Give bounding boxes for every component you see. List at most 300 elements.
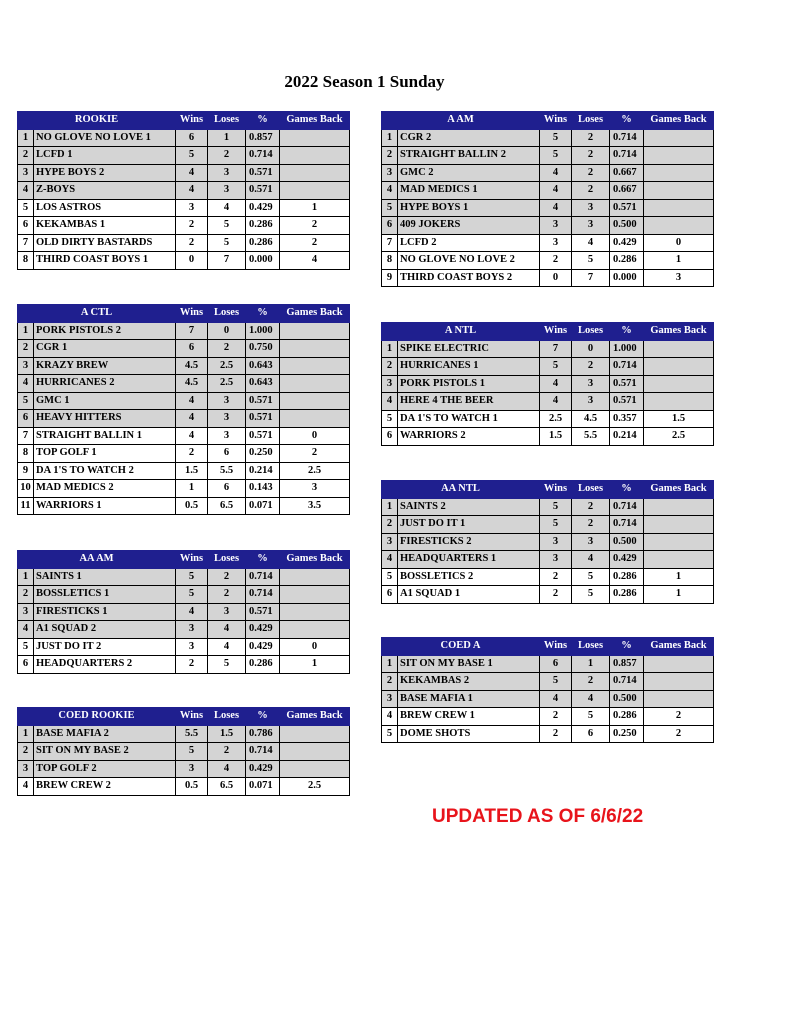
loses-cell: 7 bbox=[208, 252, 246, 270]
rank-cell: 9 bbox=[382, 269, 398, 287]
pct-cell: 0.571 bbox=[610, 375, 644, 393]
table-row bbox=[382, 269, 714, 287]
games-back-header: Games Back bbox=[280, 551, 350, 569]
team-name-cell: 409 JOKERS bbox=[398, 217, 540, 235]
pct-cell: 0.571 bbox=[610, 199, 644, 217]
loses-cell: 2 bbox=[208, 586, 246, 604]
loses-cell: 7 bbox=[572, 269, 610, 287]
games-back-cell: 2.5 bbox=[280, 778, 350, 796]
standings-table-coed-a bbox=[381, 637, 714, 743]
wins-header: Wins bbox=[540, 638, 572, 656]
loses-cell: 6 bbox=[572, 725, 610, 743]
pct-cell: 0.500 bbox=[610, 690, 644, 708]
games-back-cell bbox=[644, 182, 714, 200]
wins-header: Wins bbox=[540, 112, 572, 130]
wins-cell: 4 bbox=[540, 199, 572, 217]
rank-cell: 1 bbox=[382, 655, 398, 673]
rank-cell: 6 bbox=[18, 217, 34, 235]
rank-cell: 2 bbox=[382, 358, 398, 376]
team-name-cell: SIT ON MY BASE 2 bbox=[34, 743, 176, 761]
rank-cell: 5 bbox=[382, 568, 398, 586]
loses-cell: 4 bbox=[572, 551, 610, 569]
table-row bbox=[18, 252, 350, 270]
wins-cell: 2 bbox=[176, 445, 208, 463]
wins-cell: 2 bbox=[176, 234, 208, 252]
pct-cell: 0.214 bbox=[610, 428, 644, 446]
pct-cell: 0.714 bbox=[246, 147, 280, 165]
table-row bbox=[18, 621, 350, 639]
team-name-cell: LOS ASTROS bbox=[34, 199, 176, 217]
standings-table-a-ntl bbox=[381, 322, 714, 446]
team-name-cell: WARRIORS 1 bbox=[34, 497, 176, 515]
loses-cell: 5.5 bbox=[208, 462, 246, 480]
games-back-cell: 0 bbox=[644, 234, 714, 252]
loses-cell: 2 bbox=[572, 673, 610, 691]
table-row bbox=[18, 340, 350, 358]
wins-cell: 3 bbox=[176, 760, 208, 778]
table-row bbox=[18, 375, 350, 393]
games-back-cell: 2 bbox=[280, 445, 350, 463]
rank-cell: 4 bbox=[382, 182, 398, 200]
wins-cell: 2 bbox=[540, 568, 572, 586]
rank-cell: 4 bbox=[382, 393, 398, 411]
loses-cell: 3 bbox=[208, 164, 246, 182]
table-row bbox=[382, 586, 714, 604]
wins-cell: 0.5 bbox=[176, 497, 208, 515]
team-name-cell: THIRD COAST BOYS 1 bbox=[34, 252, 176, 270]
loses-cell: 2 bbox=[208, 340, 246, 358]
games-back-cell: 2 bbox=[644, 708, 714, 726]
pct-cell: 0.357 bbox=[610, 410, 644, 428]
table-row bbox=[382, 498, 714, 516]
games-back-cell: 2.5 bbox=[644, 428, 714, 446]
team-name-cell: FIRESTICKS 1 bbox=[34, 603, 176, 621]
loses-cell: 2 bbox=[572, 498, 610, 516]
games-back-cell bbox=[280, 586, 350, 604]
wins-cell: 4.5 bbox=[176, 375, 208, 393]
rank-cell: 8 bbox=[382, 252, 398, 270]
wins-header: Wins bbox=[176, 305, 208, 323]
standings-table bbox=[381, 111, 714, 287]
rank-cell: 4 bbox=[18, 182, 34, 200]
team-name-cell: SIT ON MY BASE 1 bbox=[398, 655, 540, 673]
loses-cell: 5 bbox=[208, 656, 246, 674]
games-back-cell bbox=[280, 182, 350, 200]
wins-cell: 4 bbox=[176, 182, 208, 200]
division-name-header: A CTL bbox=[18, 305, 176, 323]
team-name-cell: HEADQUARTERS 1 bbox=[398, 551, 540, 569]
pct-cell: 0.714 bbox=[610, 516, 644, 534]
loses-header: Loses bbox=[572, 323, 610, 341]
loses-header: Loses bbox=[208, 112, 246, 130]
pct-cell: 0.714 bbox=[246, 586, 280, 604]
wins-cell: 7 bbox=[540, 340, 572, 358]
pct-cell: 0.429 bbox=[246, 199, 280, 217]
games-back-cell bbox=[280, 568, 350, 586]
rank-cell: 1 bbox=[18, 725, 34, 743]
team-name-cell: BREW CREW 1 bbox=[398, 708, 540, 726]
wins-header: Wins bbox=[540, 481, 572, 499]
rank-cell: 6 bbox=[382, 428, 398, 446]
table-row bbox=[18, 497, 350, 515]
table-row bbox=[18, 234, 350, 252]
loses-cell: 4 bbox=[208, 199, 246, 217]
pct-cell: 0.714 bbox=[610, 358, 644, 376]
rank-cell: 3 bbox=[382, 533, 398, 551]
team-name-cell: BASE MAFIA 2 bbox=[34, 725, 176, 743]
loses-cell: 2 bbox=[572, 129, 610, 147]
team-name-cell: PORK PISTOLS 1 bbox=[398, 375, 540, 393]
division-name-header: COED ROOKIE bbox=[18, 708, 176, 726]
team-name-cell: STRAIGHT BALLIN 2 bbox=[398, 147, 540, 165]
table-row bbox=[382, 673, 714, 691]
table-row bbox=[18, 147, 350, 165]
wins-cell: 4 bbox=[540, 690, 572, 708]
loses-cell: 2 bbox=[208, 743, 246, 761]
team-name-cell: WARRIORS 2 bbox=[398, 428, 540, 446]
loses-cell: 2 bbox=[208, 568, 246, 586]
loses-cell: 5 bbox=[208, 217, 246, 235]
team-name-cell: BASE MAFIA 1 bbox=[398, 690, 540, 708]
pct-cell: 0.571 bbox=[246, 392, 280, 410]
wins-cell: 5 bbox=[176, 586, 208, 604]
pct-cell: 0.714 bbox=[246, 743, 280, 761]
standings-table bbox=[17, 707, 350, 796]
games-back-cell: 3 bbox=[280, 480, 350, 498]
table-row bbox=[18, 357, 350, 375]
wins-cell: 5 bbox=[176, 568, 208, 586]
pct-cell: 0.571 bbox=[246, 182, 280, 200]
wins-cell: 5.5 bbox=[176, 725, 208, 743]
team-name-cell: SAINTS 1 bbox=[34, 568, 176, 586]
pct-cell: 0.429 bbox=[610, 551, 644, 569]
pct-header: % bbox=[610, 323, 644, 341]
team-name-cell: MAD MEDICS 1 bbox=[398, 182, 540, 200]
loses-cell: 3 bbox=[208, 603, 246, 621]
team-name-cell: JUST DO IT 2 bbox=[34, 638, 176, 656]
games-back-cell: 2 bbox=[280, 217, 350, 235]
rank-cell: 4 bbox=[18, 621, 34, 639]
wins-cell: 2 bbox=[176, 217, 208, 235]
wins-cell: 2 bbox=[540, 586, 572, 604]
page-title: 2022 Season 1 Sunday bbox=[284, 72, 445, 91]
games-back-cell bbox=[644, 655, 714, 673]
wins-cell: 5 bbox=[540, 498, 572, 516]
games-back-header: Games Back bbox=[644, 112, 714, 130]
wins-cell: 6 bbox=[176, 340, 208, 358]
rank-cell: 4 bbox=[382, 551, 398, 569]
team-name-cell: KRAZY BREW bbox=[34, 357, 176, 375]
games-back-cell bbox=[644, 393, 714, 411]
games-back-cell: 2 bbox=[644, 725, 714, 743]
loses-cell: 2 bbox=[572, 164, 610, 182]
table-row bbox=[18, 725, 350, 743]
pct-cell: 0.429 bbox=[246, 638, 280, 656]
loses-cell: 3 bbox=[208, 410, 246, 428]
wins-cell: 4 bbox=[176, 410, 208, 428]
games-back-cell: 0 bbox=[280, 427, 350, 445]
wins-header: Wins bbox=[176, 708, 208, 726]
loses-cell: 4 bbox=[208, 760, 246, 778]
loses-cell: 0 bbox=[572, 340, 610, 358]
rank-cell: 5 bbox=[18, 638, 34, 656]
wins-cell: 2 bbox=[540, 708, 572, 726]
table-row bbox=[382, 410, 714, 428]
standings-table bbox=[381, 322, 714, 446]
loses-cell: 1 bbox=[208, 129, 246, 147]
wins-cell: 3 bbox=[540, 234, 572, 252]
rank-cell: 2 bbox=[18, 586, 34, 604]
loses-cell: 2 bbox=[572, 182, 610, 200]
table-row bbox=[18, 480, 350, 498]
table-row bbox=[382, 164, 714, 182]
wins-cell: 3 bbox=[176, 621, 208, 639]
pct-cell: 0.500 bbox=[610, 533, 644, 551]
pct-cell: 0.786 bbox=[246, 725, 280, 743]
team-name-cell: GMC 2 bbox=[398, 164, 540, 182]
wins-header: Wins bbox=[540, 323, 572, 341]
table-row bbox=[382, 234, 714, 252]
wins-cell: 4 bbox=[176, 164, 208, 182]
games-back-cell bbox=[280, 760, 350, 778]
games-back-cell: 1 bbox=[644, 586, 714, 604]
games-back-cell: 1.5 bbox=[644, 410, 714, 428]
team-name-cell: A1 SQUAD 2 bbox=[34, 621, 176, 639]
table-row bbox=[18, 586, 350, 604]
table-row bbox=[18, 217, 350, 235]
team-name-cell: CGR 2 bbox=[398, 129, 540, 147]
pct-cell: 0.071 bbox=[246, 497, 280, 515]
games-back-cell bbox=[280, 357, 350, 375]
loses-cell: 2 bbox=[572, 147, 610, 165]
pct-cell: 0.571 bbox=[246, 410, 280, 428]
pct-cell: 0.643 bbox=[246, 357, 280, 375]
wins-header: Wins bbox=[176, 112, 208, 130]
loses-cell: 3 bbox=[572, 375, 610, 393]
table-row bbox=[18, 462, 350, 480]
wins-cell: 3 bbox=[540, 533, 572, 551]
loses-cell: 0 bbox=[208, 322, 246, 340]
team-name-cell: STRAIGHT BALLIN 1 bbox=[34, 427, 176, 445]
loses-cell: 6 bbox=[208, 480, 246, 498]
games-back-cell: 3 bbox=[644, 269, 714, 287]
wins-cell: 5 bbox=[540, 129, 572, 147]
team-name-cell: FIRESTICKS 2 bbox=[398, 533, 540, 551]
games-back-cell bbox=[644, 673, 714, 691]
games-back-cell bbox=[644, 498, 714, 516]
games-back-cell: 1 bbox=[280, 199, 350, 217]
rank-cell: 3 bbox=[18, 760, 34, 778]
rank-cell: 1 bbox=[382, 498, 398, 516]
pct-cell: 0.143 bbox=[246, 480, 280, 498]
table-row bbox=[382, 129, 714, 147]
games-back-cell bbox=[280, 147, 350, 165]
rank-cell: 11 bbox=[18, 497, 34, 515]
pct-cell: 0.571 bbox=[246, 164, 280, 182]
table-row bbox=[382, 551, 714, 569]
standings-table bbox=[17, 111, 350, 270]
table-header-row bbox=[18, 708, 350, 726]
pct-cell: 0.429 bbox=[246, 621, 280, 639]
wins-cell: 1.5 bbox=[540, 428, 572, 446]
rank-cell: 2 bbox=[382, 516, 398, 534]
pct-header: % bbox=[610, 481, 644, 499]
loses-cell: 3 bbox=[572, 199, 610, 217]
table-row bbox=[18, 778, 350, 796]
games-back-cell: 2 bbox=[280, 234, 350, 252]
loses-header: Loses bbox=[572, 481, 610, 499]
table-row bbox=[18, 199, 350, 217]
wins-cell: 2.5 bbox=[540, 410, 572, 428]
rank-cell: 5 bbox=[18, 392, 34, 410]
team-name-cell: JUST DO IT 1 bbox=[398, 516, 540, 534]
table-row bbox=[382, 655, 714, 673]
rank-cell: 1 bbox=[18, 322, 34, 340]
table-row bbox=[382, 516, 714, 534]
team-name-cell: DA 1'S TO WATCH 2 bbox=[34, 462, 176, 480]
rank-cell: 1 bbox=[18, 129, 34, 147]
wins-cell: 1 bbox=[176, 480, 208, 498]
standings-table-rookie bbox=[17, 111, 350, 270]
games-back-header: Games Back bbox=[280, 112, 350, 130]
standings-table-aa-am bbox=[17, 550, 350, 674]
loses-cell: 3 bbox=[572, 533, 610, 551]
team-name-cell: HURRICANES 2 bbox=[34, 375, 176, 393]
wins-cell: 1.5 bbox=[176, 462, 208, 480]
loses-cell: 5.5 bbox=[572, 428, 610, 446]
loses-cell: 4 bbox=[208, 621, 246, 639]
table-row bbox=[18, 743, 350, 761]
loses-cell: 5 bbox=[572, 568, 610, 586]
team-name-cell: TOP GOLF 1 bbox=[34, 445, 176, 463]
pct-cell: 0.286 bbox=[246, 234, 280, 252]
pct-cell: 1.000 bbox=[246, 322, 280, 340]
loses-header: Loses bbox=[208, 305, 246, 323]
pct-cell: 0.286 bbox=[610, 252, 644, 270]
games-back-cell bbox=[280, 340, 350, 358]
table-header-row bbox=[382, 638, 714, 656]
team-name-cell: Z-BOYS bbox=[34, 182, 176, 200]
pct-header: % bbox=[246, 112, 280, 130]
games-back-cell bbox=[644, 164, 714, 182]
division-name-header: AA NTL bbox=[382, 481, 540, 499]
wins-cell: 0 bbox=[176, 252, 208, 270]
wins-cell: 0 bbox=[540, 269, 572, 287]
rank-cell: 6 bbox=[382, 586, 398, 604]
loses-cell: 3 bbox=[208, 182, 246, 200]
pct-cell: 0.286 bbox=[610, 568, 644, 586]
standings-table bbox=[17, 304, 350, 515]
table-header-row bbox=[382, 481, 714, 499]
wins-cell: 4 bbox=[176, 603, 208, 621]
loses-cell: 5 bbox=[572, 252, 610, 270]
division-name-header: COED A bbox=[382, 638, 540, 656]
wins-cell: 5 bbox=[540, 147, 572, 165]
games-back-cell: 1 bbox=[280, 656, 350, 674]
standings-table-a-ctl bbox=[17, 304, 350, 515]
games-back-cell bbox=[644, 340, 714, 358]
team-name-cell: LCFD 2 bbox=[398, 234, 540, 252]
pct-cell: 0.429 bbox=[610, 234, 644, 252]
team-name-cell: HYPE BOYS 2 bbox=[34, 164, 176, 182]
games-back-header: Games Back bbox=[644, 323, 714, 341]
table-row bbox=[18, 656, 350, 674]
rank-cell: 7 bbox=[18, 234, 34, 252]
games-back-cell bbox=[280, 164, 350, 182]
wins-cell: 4 bbox=[540, 182, 572, 200]
wins-cell: 2 bbox=[540, 725, 572, 743]
loses-cell: 5 bbox=[208, 234, 246, 252]
table-row bbox=[382, 147, 714, 165]
team-name-cell: NO GLOVE NO LOVE 1 bbox=[34, 129, 176, 147]
team-name-cell: GMC 1 bbox=[34, 392, 176, 410]
table-header-row bbox=[18, 551, 350, 569]
rank-cell: 3 bbox=[382, 375, 398, 393]
rank-cell: 5 bbox=[18, 199, 34, 217]
games-back-cell bbox=[280, 322, 350, 340]
pct-cell: 0.714 bbox=[610, 673, 644, 691]
pct-cell: 0.071 bbox=[246, 778, 280, 796]
wins-cell: 4 bbox=[540, 164, 572, 182]
wins-cell: 5 bbox=[540, 673, 572, 691]
pct-header: % bbox=[610, 638, 644, 656]
table-row bbox=[18, 392, 350, 410]
rank-cell: 5 bbox=[382, 199, 398, 217]
pct-cell: 0.286 bbox=[246, 656, 280, 674]
wins-cell: 4 bbox=[540, 375, 572, 393]
games-back-header: Games Back bbox=[644, 638, 714, 656]
rank-cell: 5 bbox=[382, 410, 398, 428]
games-back-cell bbox=[280, 129, 350, 147]
table-row bbox=[18, 182, 350, 200]
pct-cell: 0.214 bbox=[246, 462, 280, 480]
wins-cell: 0.5 bbox=[176, 778, 208, 796]
table-row bbox=[382, 182, 714, 200]
wins-cell: 5 bbox=[176, 147, 208, 165]
rank-cell: 3 bbox=[18, 357, 34, 375]
games-back-cell bbox=[280, 621, 350, 639]
pct-cell: 0.714 bbox=[610, 147, 644, 165]
games-back-cell bbox=[280, 410, 350, 428]
rank-cell: 8 bbox=[18, 252, 34, 270]
rank-cell: 3 bbox=[382, 690, 398, 708]
pct-cell: 0.667 bbox=[610, 164, 644, 182]
games-back-cell bbox=[644, 129, 714, 147]
pct-cell: 0.286 bbox=[610, 586, 644, 604]
loses-cell: 2.5 bbox=[208, 375, 246, 393]
loses-header: Loses bbox=[208, 551, 246, 569]
games-back-cell bbox=[644, 516, 714, 534]
table-row bbox=[382, 428, 714, 446]
pct-cell: 0.000 bbox=[610, 269, 644, 287]
standings-table-aa-ntl bbox=[381, 480, 714, 604]
loses-cell: 1 bbox=[572, 655, 610, 673]
table-row bbox=[382, 199, 714, 217]
team-name-cell: TOP GOLF 2 bbox=[34, 760, 176, 778]
rank-cell: 6 bbox=[18, 410, 34, 428]
team-name-cell: CGR 1 bbox=[34, 340, 176, 358]
table-row bbox=[382, 708, 714, 726]
pct-cell: 0.667 bbox=[610, 182, 644, 200]
rank-cell: 2 bbox=[18, 340, 34, 358]
games-back-cell bbox=[280, 392, 350, 410]
games-back-cell bbox=[280, 375, 350, 393]
standings-table-coed-rookie bbox=[17, 707, 350, 796]
wins-cell: 5 bbox=[540, 516, 572, 534]
team-name-cell: LCFD 1 bbox=[34, 147, 176, 165]
games-back-cell bbox=[280, 743, 350, 761]
loses-cell: 4 bbox=[572, 234, 610, 252]
